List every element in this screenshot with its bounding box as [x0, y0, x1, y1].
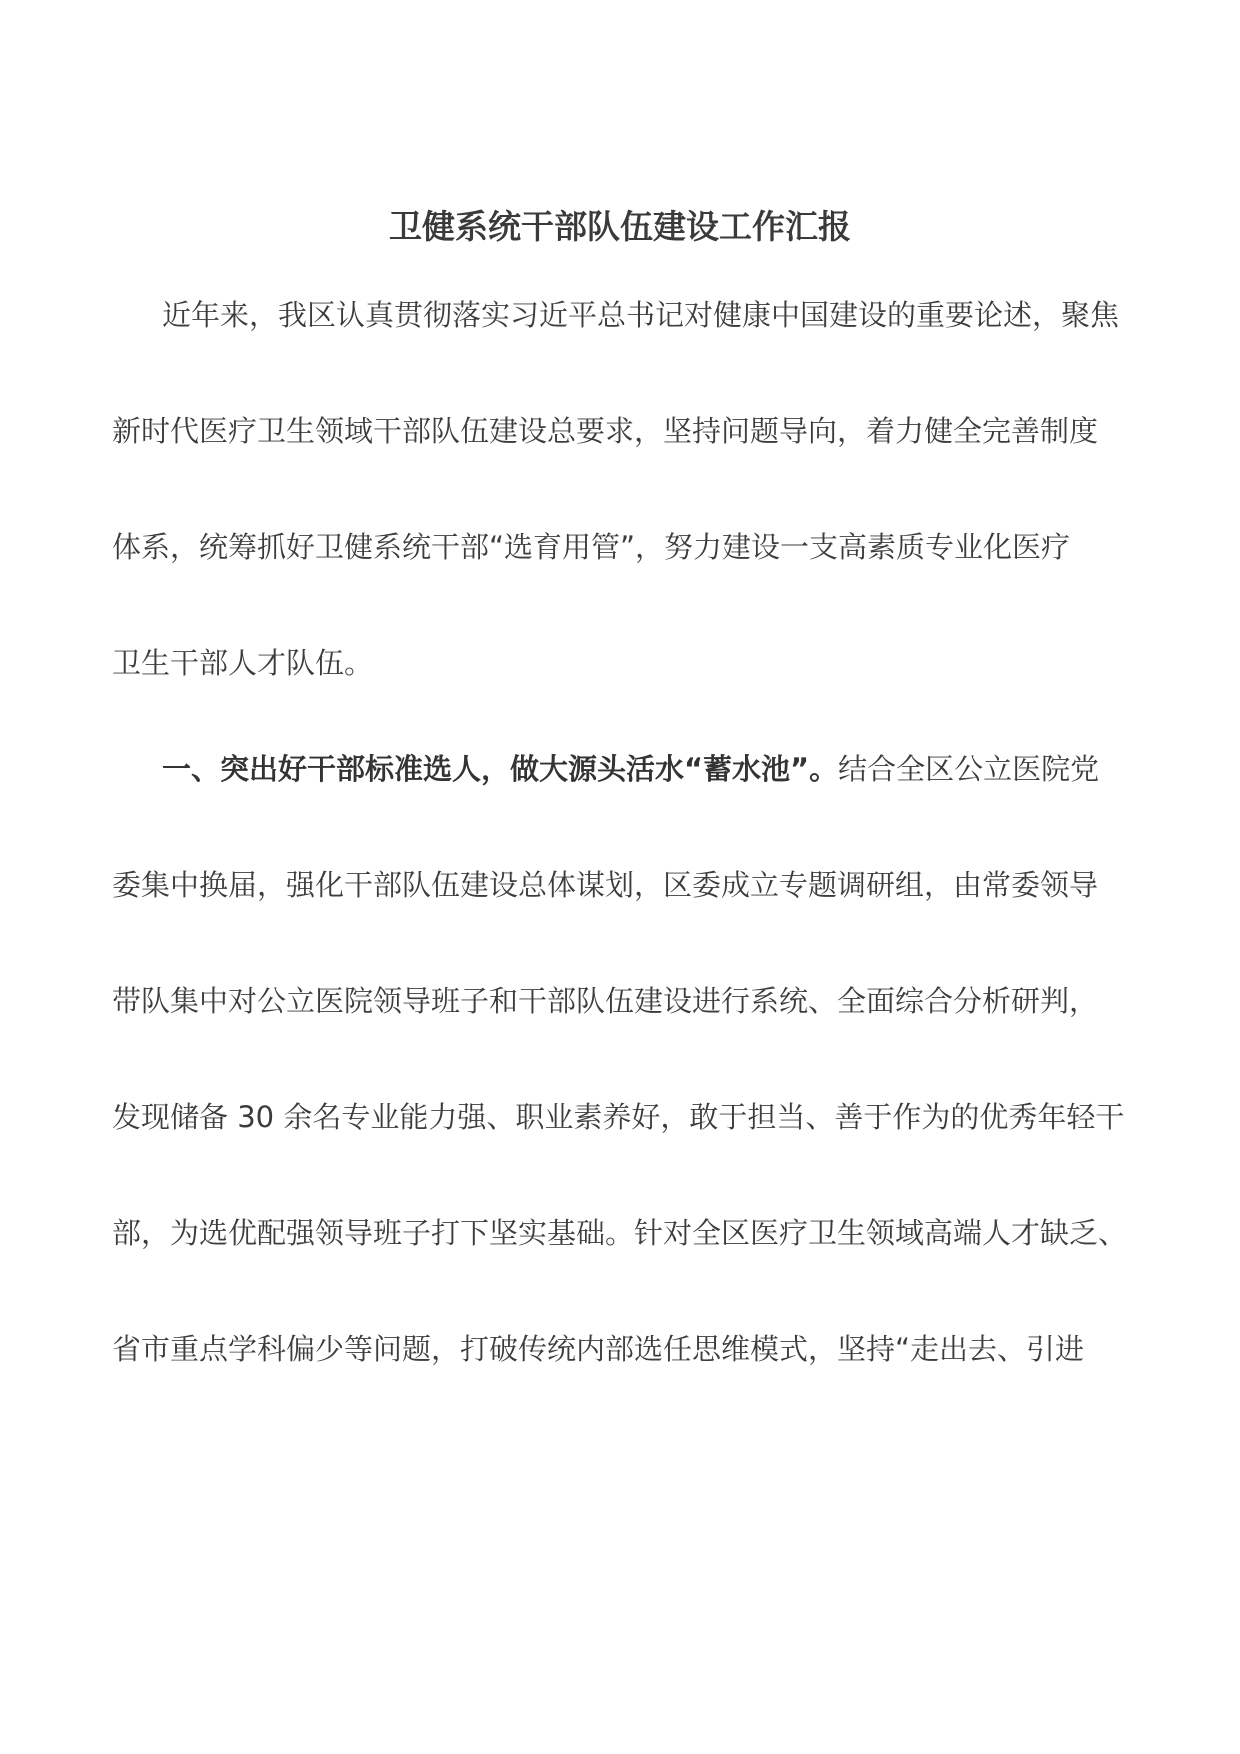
section-1-text-start: 结合全区公立医院党: [838, 752, 1100, 786]
paragraph-2-line-6: 省市重点学科偏少等问题，打破传统内部选任思维模式，坚持“走出去、引进: [112, 1332, 1085, 1366]
document-title: 卫健系统干部队伍建设工作汇报: [389, 207, 851, 246]
paragraph-2-line-2: 委集中换届，强化干部队伍建设总体谋划，区委成立专题调研组，由常委领导: [112, 868, 1099, 902]
section-1-heading: 一、突出好干部标准选人，做大源头活水“蓄水池”。: [162, 752, 839, 786]
paragraph-2-line-1: [162, 744, 1152, 794]
paragraph-2-line-5: 部，为选优配强领导班子打下坚实基础。针对全区医疗卫生领域高端人才缺乏、: [112, 1216, 1128, 1250]
paragraph-2-line-4: 发现储备 30 余名专业能力强、职业素养好，敢于担当、善于作为的优秀年轻干: [112, 1100, 1125, 1134]
paragraph-2-line-3: 带队集中对公立医院领导班子和干部队伍建设进行系统、全面综合分析研判，: [112, 984, 1099, 1018]
paragraph-1-line-4: 卫生干部人才队伍。: [112, 646, 374, 680]
paragraph-1-line-2: 新时代医疗卫生领域干部队伍建设总要求，坚持问题导向，着力健全完善制度: [112, 414, 1099, 448]
paragraph-1-line-1: 近年来，我区认真贯彻落实习近平总书记对健康中国建设的重要论述，聚焦: [162, 298, 1120, 332]
paragraph-1-line-3: 体系，统筹抓好卫健系统干部“选育用管”，努力建设一支高素质专业化医疗: [112, 530, 1071, 564]
